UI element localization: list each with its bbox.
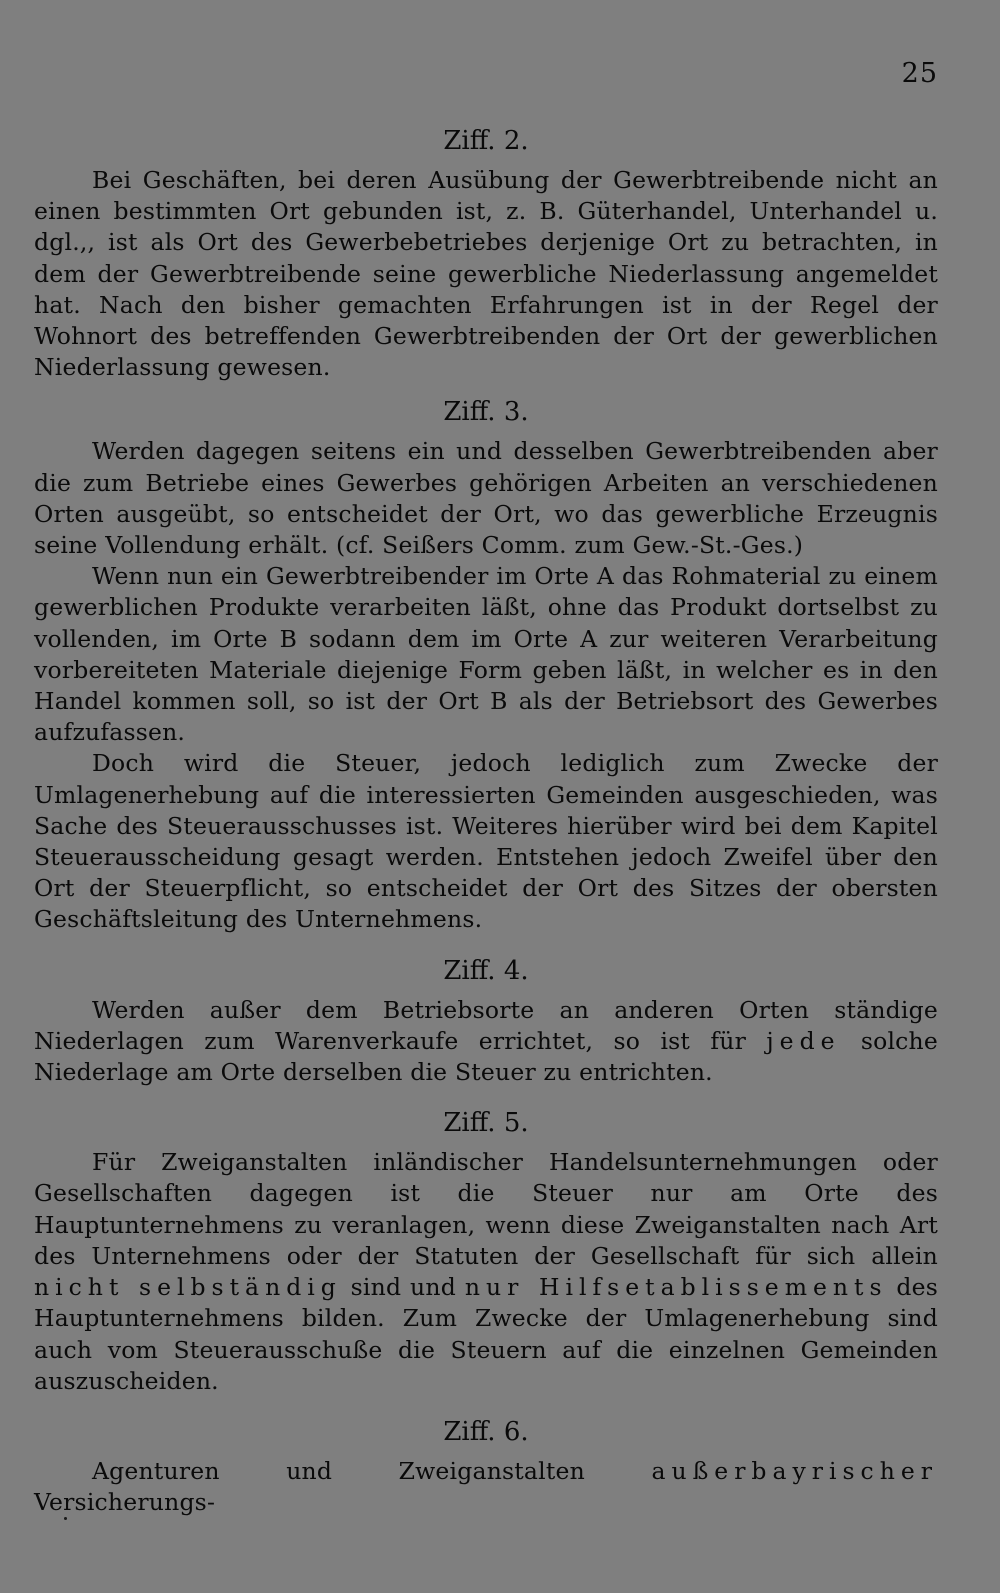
text-run: des Hauptunternehmens bilden. Zum Zwecke der Umlagenerhebung sind auch vom Steuerausschuße die Steuern auf die einzelnen Gemeinden auszuscheiden.: [34, 1273, 938, 1395]
paragraph: Doch wird die Steuer, jedoch lediglich zum Zwecke der Umlagenerhebung auf die interessierten Gemeinden ausgeschieden, was Sache des Steuerausschusses ist. Weiteres hierüber wird bei dem Kapitel Steuerausscheidung gesagt werden. Entstehen jedoch Zweifel über den Ort der Steuerpflicht, so entscheidet der Ort des Sitzes der obersten Geschäftsleitung des Unternehmens.: [34, 749, 938, 934]
emphasized-text: nicht selbständig: [34, 1273, 342, 1302]
paragraph: Werden dagegen seitens ein und desselben Gewerbtreibenden aber die zum Betriebe eines Gewerbes gehörigen Arbeiten an verschiedenen Orten ausgeübt, so entscheidet der Ort, wo das gewerbliche Erzeugnis seine Vollendung erhält. (cf. Seißers Comm. zum Gew.-St.-Ges.): [34, 437, 938, 560]
print-speck: [64, 1517, 67, 1520]
section-heading-ziff-3: Ziff. 3.: [443, 397, 529, 428]
paragraph: [34, 1456, 938, 1518]
section-heading-ziff-4: Ziff. 4.: [443, 955, 529, 986]
text-run: solche Niederlage am Orte derselben die Steuer zu entrichten.: [34, 1026, 938, 1087]
document-body: [34, 126, 938, 1518]
text-run: Agenturen und Zweiganstalten: [92, 1456, 652, 1485]
paragraph: Bei Geschäften, bei deren Ausübung der Gewerbtreibende nicht an einen bestimmten Ort gebunden ist, z. B. Güterhandel, Unterhandel u. dgl.,, ist als Ort des Gewerbebetriebes derjenige Ort zu betrachten, in dem der Gewerbtreibende seine gewerbliche Niederlassung angemeldet hat. Nach den bisher gemachten Erfahrungen ist in der Regel der Wohnort des betreffenden Gewerbtreibenden der Ort der gewerblichen Niederlassung gewesen.: [34, 166, 938, 382]
section-heading-ziff-2: Ziff. 2.: [443, 126, 529, 156]
section-heading-ziff-5: Ziff. 5.: [443, 1108, 529, 1139]
paragraph: [34, 1147, 938, 1397]
text-run: sind und: [341, 1273, 465, 1302]
text-run: Werden außer dem Betriebsorte an anderen Orten ständige Niederlagen zum Warenverkaufe errichtet, so ist für: [34, 995, 938, 1055]
page-number: 25: [901, 58, 938, 89]
paragraph: Wenn nun ein Gewerbtreibender im Orte A das Rohmaterial zu einem gewerblichen Produkte verarbeiten läßt, ohne das Produkt dortselbst zu vollenden, im Orte B sodann dem im Orte A zur weiteren Verarbeitung vorbereiteten Materiale diejenige Form geben läßt, in welcher es in den Handel kommen soll, so ist der Ort B als der Betriebsort des Gewerbes aufzufassen.: [34, 562, 938, 747]
emphasized-text: jede: [766, 1026, 841, 1055]
emphasized-text: nur Hilfsetablissements: [464, 1273, 888, 1302]
emphasized-text: außerbayrischer: [651, 1456, 938, 1485]
text-run: Versicherungs-: [34, 1488, 216, 1517]
text-run: Für Zweiganstalten inländischer Handelsunternehmungen oder Gesellschaften dagegen ist die Steuer nur am Orte des Hauptunternehmens zu veranlagen, wenn diese Zweiganstalten nach Art des Unternehmens oder der Statuten der Gesellschaft für sich allein: [34, 1148, 938, 1270]
paragraph: [34, 995, 938, 1089]
section-heading-ziff-6: Ziff. 6.: [443, 1416, 529, 1447]
